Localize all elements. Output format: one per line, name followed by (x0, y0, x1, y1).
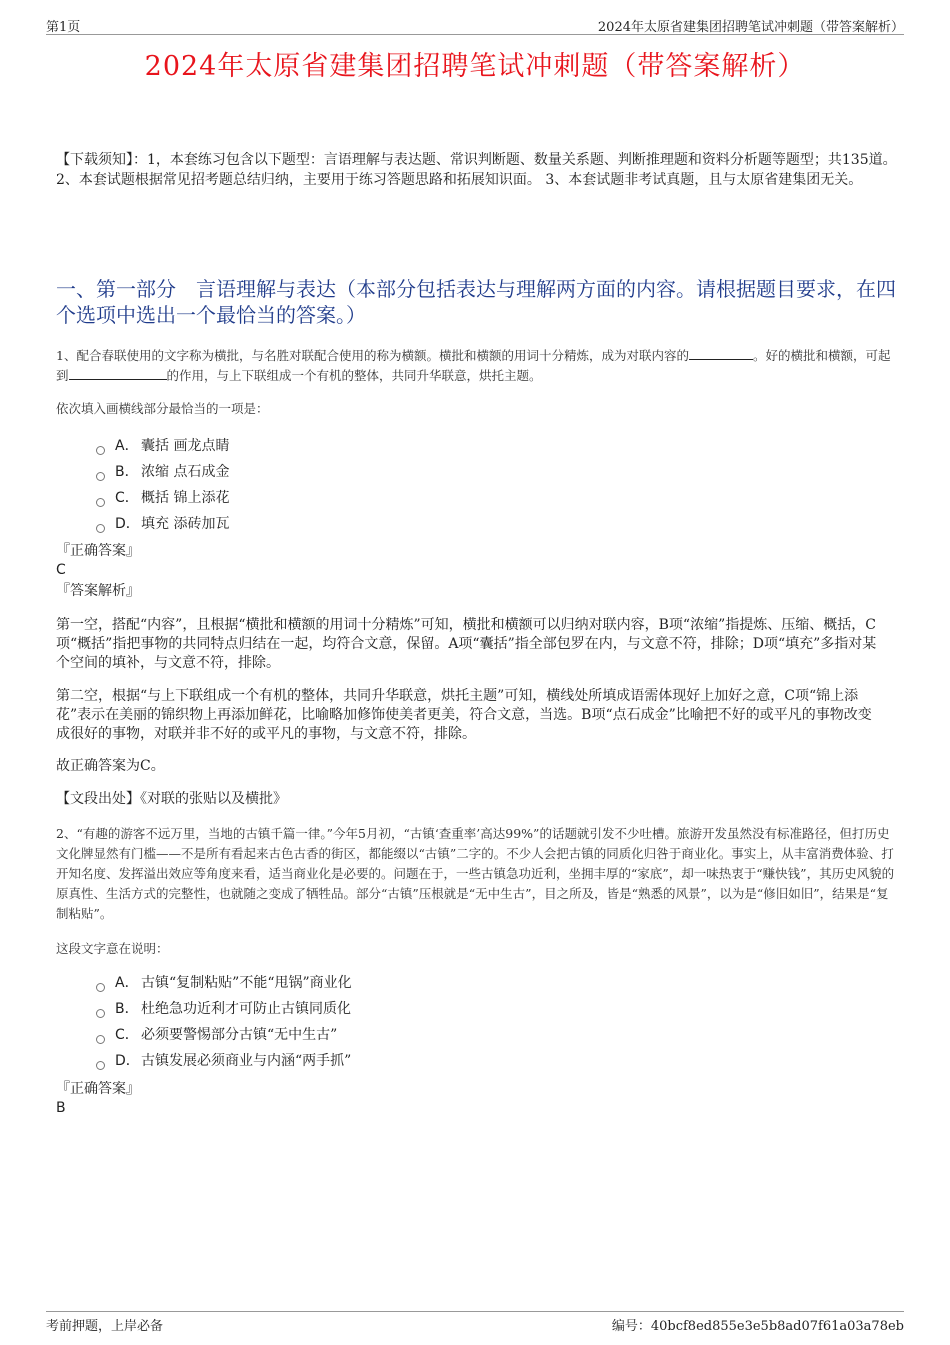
option-d[interactable]: D． 填充 添砖加瓦 (96, 511, 696, 537)
question-1-options (96, 433, 696, 537)
document-title: 2024年太原省建集团招聘笔试冲刺题（带答案解析） (144, 51, 806, 82)
radio-icon[interactable] (96, 983, 105, 992)
radio-icon[interactable] (96, 1009, 105, 1018)
download-notice: 【下载须知】：1，本套练习包含以下题型：言语理解与表达题、常识判断题、数量关系题、判断推理题和资料分析题等题型；共135道。 2、本套试题根据常见招考题总结归纳，主要用于练习答题思路和拓展知识面。 3、本套试题非考试真题，且与太原省建集团无关。 (56, 152, 897, 188)
page-footer (46, 1311, 904, 1336)
option-b[interactable]: B． 浓缩 点石成金 (96, 459, 696, 485)
header-doc-title: 2024年太原省建集团招聘笔试冲刺题（带答案解析） (597, 20, 904, 35)
analysis-label: 『答案解析』 (56, 583, 140, 599)
page-number: 第1页 (46, 20, 81, 35)
answer-label: 『正确答案』 (56, 1081, 140, 1097)
radio-icon[interactable] (96, 498, 105, 507)
option-d[interactable]: D． 古镇发展必须商业与内涵“两手抓” (96, 1048, 696, 1074)
analysis-paragraph: 第二空，根据“与上下联组成一个有机的整体，共同升华联意，烘托主题”可知，横线处所填成语需体现好上加好之意，C项“锦上添花”表示在美丽的锦织物上再添加鲜花，比喻略加修饰使美者更美，符合文意，当选。B项“点石成金”比喻把不好的或平凡的事物改变成很好的事物，对联并非不好的或平凡的事物，与文意不符，排除。 (56, 688, 872, 742)
answer-label: 『正确答案』 (56, 543, 140, 559)
option-c[interactable]: C． 必须要警惕部分古镇“无中生古” (96, 1022, 696, 1048)
radio-icon[interactable] (96, 472, 105, 481)
document-id: 编号：40bcf8ed855e3e5b8ad07f61a03a78eb (611, 1319, 904, 1334)
blank-1 (689, 347, 753, 360)
footer-slogan: 考前押题，上岸必备 (46, 1319, 164, 1334)
option-a[interactable]: A． 古镇“复制粘贴”不能“甩锅”商业化 (96, 970, 696, 996)
question-2-prompt: 这段文字意在说明： (56, 941, 169, 956)
analysis-conclusion: 故正确答案为C。 (56, 758, 165, 774)
question-1-stem: 1、配合春联使用的文字称为横批，与名胜对联配合使用的称为横额。横批和横额的用词十分精炼，成为对联内容的 。好的横批和横额，可起到 的作用，与上下联组成一个有机的整体，共同升华联意，烘托主题。 (56, 348, 891, 383)
question-2-stem: 2、“有趣的游客不远万里，当地的古镇千篇一律。”今年5月初，“古镇‘查重率’高达99%”的话题就引发不少吐槽。旅游开发虽然没有标准路径，但打历史文化牌显然有门槛——不是所有看起来古色古香的街区，都能缀以“古镇”二字的。不少人会把古镇的同质化归咎于商业化。事实上，从丰富消费体验、打开知名度、发挥溢出效应等角度来看，适当商业化是必要的。问题在于，一些古镇急功近利，坐拥丰厚的“家底”，却一味热衷于“赚快钱”，其历史风貌的原真性、生活方式的完整性，也就随之变成了牺牲品。部分“古镇”压根就是“无中生古”，目之所及，皆是“熟悉的风景”，以为是“修旧如旧”，结果是“复制粘贴”。 (56, 826, 895, 921)
radio-icon[interactable] (96, 446, 105, 455)
answer-value: C (56, 562, 66, 578)
option-c[interactable]: C． 概括 锦上添花 (96, 485, 696, 511)
radio-icon[interactable] (96, 1035, 105, 1044)
option-a[interactable]: A． 囊括 画龙点睛 (96, 433, 696, 459)
page-header (46, 14, 904, 35)
answer-value: B (56, 1100, 66, 1116)
radio-icon[interactable] (96, 524, 105, 533)
passage-source: 【文段出处】《对联的张贴以及横批》 (56, 791, 287, 807)
analysis-paragraph: 第一空，搭配“内容”，且根据“横批和横额的用词十分精炼”可知，横批和横额可以归纳对联内容，B项“浓缩”指提炼、压缩、概括，C项“概括”指把事物的共同特点归结在一起，均符合文意，保留。A项“囊括”指全部包罗在内，与文意不符，排除；D项“填充”多指对某个空间的填补，与文意不符，排除。 (56, 617, 877, 671)
blank-2 (69, 367, 167, 380)
section-title: 一、第一部分 言语理解与表达（本部分包括表达与理解两方面的内容。请根据题目要求，在四个选项中选出一个最恰当的答案。） (56, 277, 896, 327)
option-b[interactable]: B． 杜绝急功近利才可防止古镇同质化 (96, 996, 696, 1022)
question-2-options (96, 970, 696, 1074)
radio-icon[interactable] (96, 1061, 105, 1070)
question-1-prompt: 依次填入画横线部分最恰当的一项是： (56, 401, 269, 416)
